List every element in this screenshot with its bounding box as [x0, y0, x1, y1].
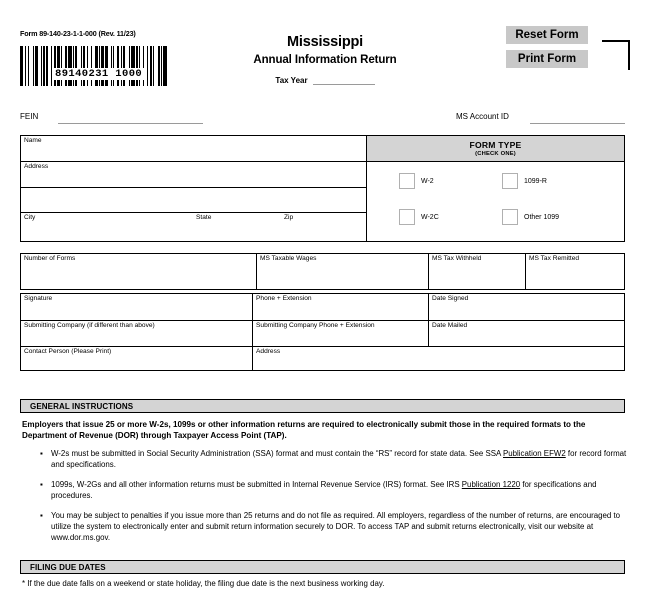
contact-address-field[interactable] — [253, 347, 624, 370]
form-type-option-w2[interactable] — [399, 173, 434, 189]
date-mailed-field[interactable] — [429, 321, 624, 347]
tax-year-input[interactable] — [313, 75, 375, 85]
city-state-zip-row[interactable] — [21, 213, 366, 241]
taxpayer-info-group — [21, 136, 367, 241]
ms-tax-withheld-field[interactable] — [429, 254, 526, 289]
ms-taxable-wages-label: MS Taxable Wages — [260, 255, 317, 262]
form-type-options — [367, 162, 624, 241]
list-item — [38, 511, 628, 543]
state-name: Mississippi — [287, 34, 363, 50]
signature-block — [20, 293, 625, 371]
table-row — [21, 347, 624, 370]
city-label: City — [24, 214, 36, 221]
general-instructions-bullets — [38, 449, 628, 553]
checkbox-1099r-label: 1099-R — [524, 177, 547, 185]
page-title: Annual Information Return — [253, 54, 397, 66]
print-form-button[interactable]: Print Form — [506, 50, 588, 68]
fein-input[interactable] — [58, 123, 203, 124]
ms-account-id-label: MS Account ID — [456, 112, 509, 121]
number-of-forms-label: Number of Forms — [24, 255, 76, 262]
date-signed-label: Date Signed — [432, 295, 469, 302]
form-title-block — [200, 34, 450, 85]
form-type-option-other-1099[interactable] — [502, 209, 559, 225]
general-instructions-intro: Employers that issue 25 or more W-2s, 1099s or other information returns are required to electronically submit those in the required formats to the Department of Revenue (DOR) through Taxpayer Access Point (TAP). — [22, 420, 586, 441]
list-item — [38, 480, 628, 501]
filing-due-dates-banner — [20, 560, 625, 574]
publication-1220-link[interactable]: Publication 1220 — [461, 480, 521, 490]
ms-tax-withheld-label: MS Tax Withheld — [432, 255, 482, 262]
contact-person-label: Contact Person (Please Print) — [24, 348, 112, 356]
bullet-icon: ▪ — [40, 511, 43, 521]
form-type-subheading: (CHECK ONE) — [475, 151, 516, 157]
checkbox-1099r[interactable] — [502, 173, 518, 189]
bullet-icon: ▪ — [40, 449, 43, 458]
fein-label: FEIN — [20, 112, 39, 121]
submitting-company-phone-field[interactable] — [253, 321, 429, 347]
identity-row — [20, 110, 625, 126]
barcode-bars — [20, 46, 170, 86]
taxpayer-form-type-block — [20, 135, 625, 242]
submitting-company-field[interactable] — [21, 321, 253, 347]
list-item — [38, 449, 628, 470]
ms-tax-remitted-label: MS Tax Remitted — [529, 255, 580, 262]
filing-due-dates-note: * If the due date falls on a weekend or state holiday, the filing due date is the next business working day. — [22, 579, 385, 588]
tax-year-field — [200, 75, 450, 85]
bullet-text-after: for specifications and procedures. — [51, 480, 597, 500]
bullet-text-before: W-2s must be submitted in Social Security Administration (SSA) format and must contain the “RS” record for state data. See SSA — [51, 449, 504, 458]
checkbox-w2c[interactable] — [399, 209, 415, 225]
ms-account-id-input[interactable] — [530, 123, 625, 124]
bullet-text-before: 1099s, W-2Gs and all other information returns must be submitted in Internal Revenue Service (IRS) format. See IRS — [51, 480, 462, 490]
ms-tax-remitted-field[interactable] — [526, 254, 624, 289]
date-signed-field[interactable] — [429, 294, 624, 320]
name-field[interactable] — [21, 136, 366, 162]
barcode-number: 89140231 1000 — [55, 68, 143, 80]
form-type-option-w2c[interactable] — [399, 209, 439, 225]
filing-due-dates-title: FILING DUE DATES — [30, 562, 106, 572]
state-label: State — [196, 214, 212, 221]
date-mailed-label: Date Mailed — [432, 321, 468, 329]
signature-field[interactable] — [21, 294, 253, 320]
form-type-header — [367, 136, 624, 162]
submitting-company-label: Submitting Company (if different than above) — [24, 321, 155, 329]
address-label: Address — [24, 163, 49, 170]
bullet-icon: ▪ — [40, 480, 43, 490]
checkbox-w2c-label: W-2C — [421, 213, 439, 221]
tax-year-label: Tax Year — [275, 76, 308, 85]
bullet-text — [51, 449, 628, 470]
table-row — [21, 321, 624, 348]
contact-person-field[interactable] — [21, 347, 253, 370]
form-type-heading: FORM TYPE — [469, 140, 522, 150]
name-label: Name — [24, 137, 42, 144]
table-row — [21, 294, 624, 321]
table-row — [21, 254, 624, 289]
checkbox-other-1099-label: Other 1099 — [524, 213, 560, 221]
reset-form-button[interactable]: Reset Form — [506, 26, 588, 44]
bullet-text — [51, 480, 628, 501]
general-instructions-banner — [20, 399, 625, 413]
form-type-option-1099r[interactable] — [502, 173, 547, 189]
phone-extension-field[interactable] — [253, 294, 429, 320]
signature-label: Signature — [24, 295, 53, 302]
form-number: Form 89-140-23-1-1-000 (Rev. 11/23) — [20, 29, 136, 38]
phone-extension-label: Phone + Extension — [256, 295, 312, 302]
bullet-text: You may be subject to penalties if you issue more than 25 returns and do not file as required. All employers, regardless of the number of returns, are encouraged to utilize the system to electronically enter and submit return information securely to DOR. To access TAP and submit returns electronically, visit our website at www.dor.ms.gov. — [51, 511, 621, 542]
address-line2-field[interactable] — [21, 188, 366, 213]
corner-registration-mark — [602, 40, 630, 70]
barcode — [20, 46, 170, 86]
bullet-text-after: for record format and specifications. — [51, 449, 627, 469]
submitting-company-phone-label: Submitting Company Phone + Extension — [256, 321, 375, 329]
totals-block — [20, 253, 625, 290]
zip-label: Zip — [284, 214, 294, 221]
number-of-forms-field[interactable] — [21, 254, 257, 289]
address-field[interactable] — [21, 162, 366, 188]
checkbox-other-1099[interactable] — [502, 209, 518, 225]
ms-taxable-wages-field[interactable] — [257, 254, 429, 289]
general-instructions-title: GENERAL INSTRUCTIONS — [30, 401, 134, 411]
form-type-group — [367, 136, 624, 241]
checkbox-w2[interactable] — [399, 173, 415, 189]
contact-address-label: Address — [256, 348, 281, 356]
checkbox-w2-label: W-2 — [421, 177, 434, 185]
publication-efw2-link[interactable]: Publication EFW2 — [503, 449, 566, 458]
